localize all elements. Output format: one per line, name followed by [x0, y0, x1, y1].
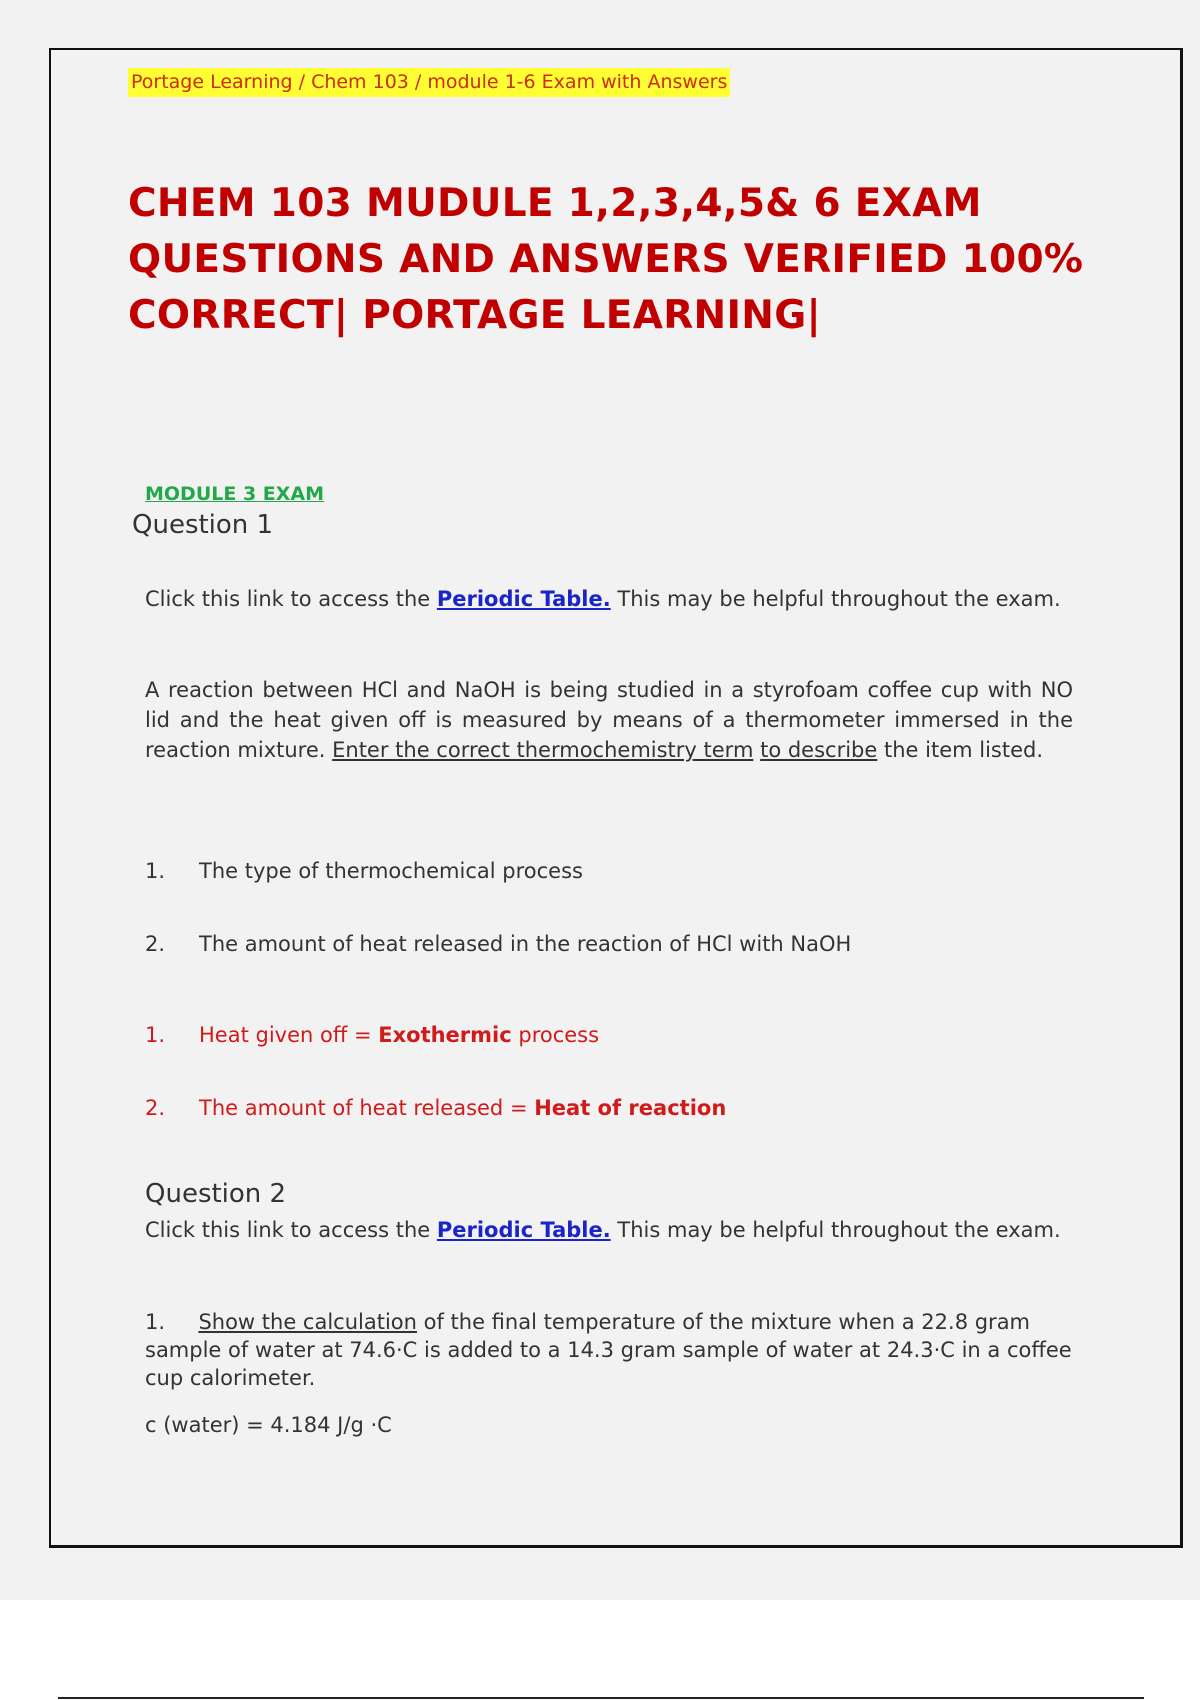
body-underline-term: Enter the correct thermochemistry term: [332, 738, 754, 762]
title-line-1: CHEM 103 MUDULE 1,2,3,4,5& 6 EXAM: [128, 181, 982, 226]
breadcrumb: Portage Learning / Chem 103 / module 1-6 Exam with Answers: [128, 68, 730, 97]
question-1-item-2: [145, 932, 851, 956]
item-underline: Show the calculation: [198, 1310, 417, 1334]
answer-number: 1.: [145, 1023, 166, 1047]
answer-pre: The amount of heat released =: [199, 1096, 535, 1120]
footer-divider: [58, 1697, 1144, 1699]
item-number: 1.: [145, 859, 166, 883]
periodic-table-link[interactable]: Periodic Table.: [436, 587, 611, 611]
question-2-heading: Question 2: [145, 1179, 287, 1209]
answer-post: process: [511, 1023, 600, 1047]
item-text: The amount of heat released in the reaction of HCl with NaOH: [199, 932, 852, 956]
item-number: 1.: [145, 1310, 166, 1334]
title-line-2: QUESTIONS AND ANSWERS VERIFIED 100%: [128, 237, 1084, 282]
link-after: This may be helpful throughout the exam.: [610, 587, 1061, 611]
section-label: MODULE 3 EXAM: [145, 483, 325, 505]
question-1-heading: Question 1: [132, 510, 274, 540]
question-2-link-line: [145, 1215, 1061, 1245]
body-start: A reaction between HCl and NaOH is being studied in a styrofoam coffee cup with NO lid and the heat given off is measured by means of a thermometer immersed in the reaction mixture.: [145, 678, 1073, 762]
question-1-body: [145, 675, 1073, 765]
answer-bold: Exothermic: [378, 1023, 512, 1047]
answer-2: [145, 1096, 726, 1120]
periodic-table-link[interactable]: Periodic Table.: [436, 1218, 611, 1242]
page-title: [128, 176, 1084, 344]
body-underline-describe: to describe: [760, 738, 878, 762]
question-2-item-1: [145, 1308, 1085, 1392]
item-number: 2.: [145, 932, 166, 956]
question-1-link-line: [145, 584, 1061, 614]
answer-pre: Heat given off =: [199, 1023, 379, 1047]
answer-bold: Heat of reaction: [534, 1096, 727, 1120]
body-end: the item listed.: [877, 738, 1044, 762]
specific-heat-water: c (water) = 4.184 J/g ·C: [145, 1413, 392, 1437]
item-rest: of the final temperature of the mixture when a 22.8 gram sample of water at 74.6·C is added to a 14.3 gram sample of water at 24.3·C in a coffee cup calorimeter.: [145, 1310, 1072, 1390]
item-text: The type of thermochemical process: [199, 859, 583, 883]
question-1-item-1: [145, 859, 583, 883]
title-line-3: CORRECT| PORTAGE LEARNING|: [128, 293, 822, 338]
link-intro: Click this link to access the: [145, 1218, 437, 1242]
answer-1: [145, 1023, 599, 1047]
link-after: This may be helpful throughout the exam.: [610, 1218, 1061, 1242]
link-intro: Click this link to access the: [145, 587, 437, 611]
answer-number: 2.: [145, 1096, 166, 1120]
